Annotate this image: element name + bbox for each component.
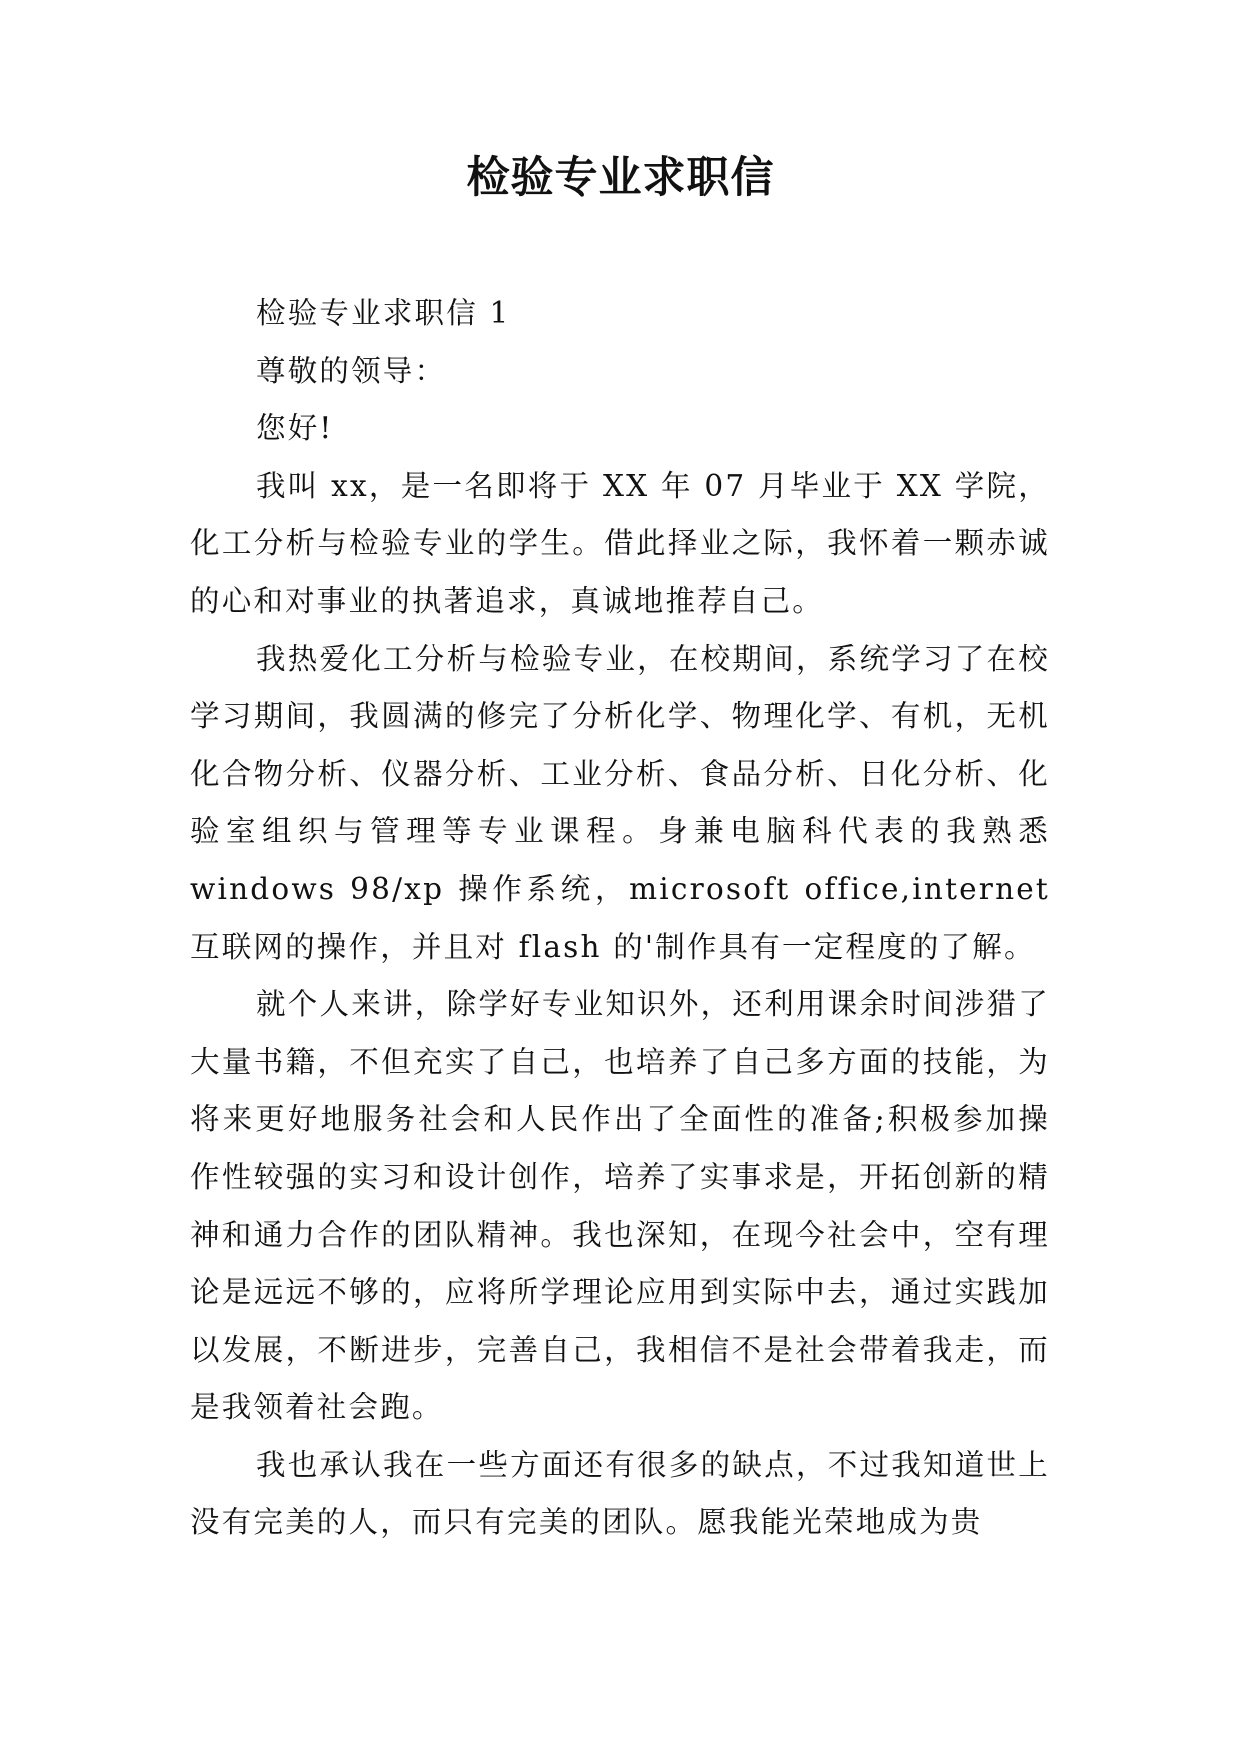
greeting: 您好! — [256, 411, 334, 446]
body-paragraph-education: 我热爱化工分析与检验专业，在校期间，系统学习了在校学习期间，我圆满的修完了分析化学、物理化学、有机，无机化合物分析、仪器分析、工业分析、食品分析、日化分析、化验室组织与管理等专业课程。身兼电脑科代表的我熟悉 windows 98/xp 操作系统，microsoft office,internet 互联网的操作，并且对 flash 的'制作具有一定程度的了解。 — [190, 641, 1050, 964]
body-paragraph-personal: 就个人来讲，除学好专业知识外，还利用课余时间涉猎了大量书籍，不但充实了自己，也培养了自己多方面的技能，为将来更好地服务社会和人民作出了全面性的准备;积极参加操作性较强的实习和设计创作，培养了实事求是，开拓创新的精神和通力合作的团队精神。我也深知，在现今社会中，空有理论是远远不够的，应将所学理论应用到实际中去，通过实践加以发展，不断进步，完善自己，我相信不是社会带着我走，而是我领着社会跑。 — [190, 987, 1050, 1425]
body-paragraph-closing: 我也承认我在一些方面还有很多的缺点，不过我知道世上没有完美的人，而只有完美的团队。愿我能光荣地成为贵 — [190, 1447, 1050, 1540]
document-body — [190, 285, 1050, 1552]
letter-heading: 检验专业求职信 1 — [256, 296, 511, 330]
document-title: 检验专业求职信 — [466, 153, 775, 203]
salutation: 尊敬的领导： — [256, 353, 447, 388]
body-paragraph-introduction: 我叫 xx，是一名即将于 XX 年 07 月毕业于 XX 学院，化工分析与检验专业的学生。借此择业之际，我怀着一颗赤诚的心和对事业的执著追求，真诚地推荐自己。 — [190, 468, 1050, 618]
